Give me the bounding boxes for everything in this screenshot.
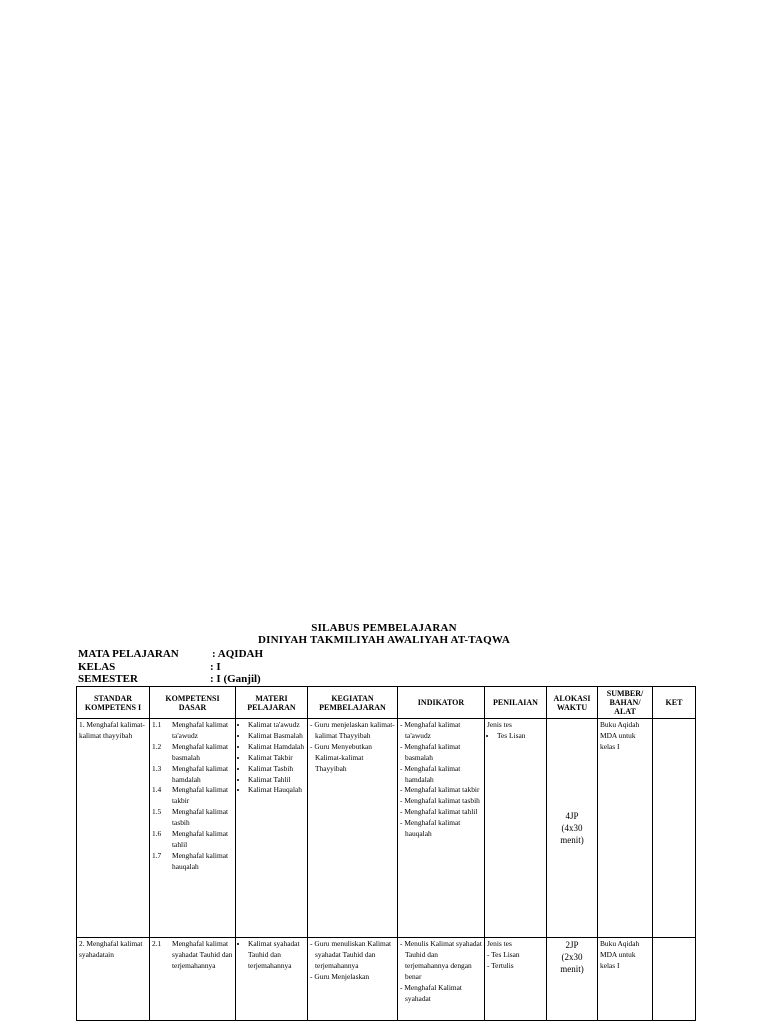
cell-kompetensi-dasar (150, 719, 236, 938)
table-row (77, 719, 696, 938)
meta-value: : I (210, 661, 221, 673)
sumber-text: Buku Aqidah MDA untuk kelas I (600, 720, 640, 751)
materi-item: • Kalimat syahadat Tauhid dan terjemahannya (248, 939, 305, 972)
meta-kelas (78, 661, 221, 673)
header-sumber-bahan-alat: SUMBER/ BAHAN/ ALAT (598, 687, 653, 719)
alokasi-jp: 4JP (565, 811, 579, 821)
header-indikator: INDIKATOR (398, 687, 485, 719)
kd-number: 1.5 (152, 807, 162, 817)
indikator-item: - Menghafal kalimat hauqalah (400, 818, 482, 840)
kd-item (152, 807, 233, 829)
header-kompetensi-dasar: KOMPETENSI DASAR (150, 687, 236, 719)
indikator-item: - Menghafal kalimat takbir (400, 785, 482, 796)
kd-text: Menghafal kalimat syahadat Tauhid dan terjemahannya (172, 939, 233, 970)
kd-number: 1.7 (152, 850, 162, 860)
kd-item (152, 851, 233, 873)
materi-item: • Kalimat Basmalah (248, 731, 305, 742)
document-title: SILABUS PEMBELAJARAN (311, 622, 457, 634)
table-header-row (77, 687, 696, 719)
kd-text: Menghafal kalimat tahlil (172, 829, 229, 849)
materi-item: • Kalimat Hauqalah (248, 785, 305, 796)
cell-alokasi-waktu (547, 938, 598, 1021)
indikator-item: - Menghafal kalimat basmalah (400, 742, 482, 764)
cell-indikator (398, 938, 485, 1021)
kd-text: Menghafal kalimat basmalah (172, 741, 229, 762)
penilaian-title: Jenis tes (487, 939, 512, 948)
sk-text: 2. Menghafal kalimat syahadatain (79, 939, 143, 959)
kd-number: 2.1 (152, 939, 162, 948)
cell-kegiatan-pembelajaran (308, 719, 398, 938)
indikator-item: - Menghafal kalimat tahlil (400, 807, 482, 818)
header-kegiatan-pembelajaran: KEGIATAN PEMBELAJARAN (308, 687, 398, 719)
cell-ket (653, 719, 696, 938)
alokasi-menit: (2x30 menit) (560, 952, 584, 974)
kd-text: Menghafal kalimat tasbih (172, 807, 229, 828)
kegiatan-item: - Guru Menjelaskan (310, 972, 395, 983)
alokasi-menit: (4x30 menit) (560, 823, 584, 845)
materi-item: • Kalimat Tasbih (248, 764, 305, 775)
kd-text: Menghafal kalimat takbir (172, 785, 229, 806)
meta-semester (78, 673, 261, 685)
header-materi-pelajaran: MATERI PELAJARAN (236, 687, 308, 719)
kd-number: 1.3 (152, 763, 162, 773)
meta-label: SEMESTER (78, 673, 138, 685)
kd-item (152, 785, 233, 807)
materi-item: • Kalimat Hamdalah (248, 742, 305, 753)
penilaian-item: • Tes Lisan (497, 731, 544, 742)
cell-penilaian (485, 938, 547, 1021)
kegiatan-item: - Guru Menyebutkan Kalimat-kalimat Thayyibah (310, 742, 395, 775)
cell-materi-pelajaran (236, 938, 308, 1021)
penilaian-item: - Tertulis (487, 961, 544, 972)
header-penilaian: PENILAIAN (485, 687, 547, 719)
kd-text: Menghafal kalimat hauqalah (172, 850, 229, 871)
materi-item: • Kalimat Takbir (248, 753, 305, 764)
cell-standar-kompetensi (77, 938, 150, 1021)
cell-kegiatan-pembelajaran (308, 938, 398, 1021)
sk-text: 1. Menghafal kalimat-kalimat thayyibah (79, 720, 145, 740)
alokasi-jp: 2JP (565, 940, 579, 950)
syllabus-table (76, 686, 696, 1021)
kd-item (152, 829, 233, 851)
meta-label: MATA PELAJARAN (78, 648, 179, 660)
header-ket: KET (653, 687, 696, 719)
indikator-item: - Menulis Kalimat syahadat Tauhid dan terjemahannya dengan benar (400, 939, 482, 983)
cell-indikator (398, 719, 485, 938)
kd-text: Menghafal kalimat hamdalah (172, 763, 229, 784)
cell-sumber (598, 938, 653, 1021)
penilaian-item: - Tes Lisan (487, 950, 544, 961)
kd-number: 1.6 (152, 829, 162, 839)
indikator-item: - Menghafal Kalimat syahadat (400, 983, 482, 1005)
penilaian-title: Jenis tes (487, 720, 512, 729)
cell-alokasi-waktu (547, 719, 598, 938)
cell-standar-kompetensi (77, 719, 150, 938)
cell-sumber (598, 719, 653, 938)
kd-item (152, 764, 233, 786)
table-row (77, 938, 696, 1021)
meta-label: KELAS (78, 661, 116, 673)
cell-ket (653, 938, 696, 1021)
meta-value: : I (Ganjil) (210, 673, 261, 685)
kd-text: Menghafal kalimat ta'awudz (172, 720, 229, 740)
indikator-item: - Menghafal kalimat tasbih (400, 796, 482, 807)
kd-item (152, 742, 233, 764)
materi-item: • Kalimat Tahlil (248, 775, 305, 786)
cell-penilaian (485, 719, 547, 938)
cell-kompetensi-dasar (150, 938, 236, 1021)
kd-number: 1.1 (152, 720, 162, 729)
kd-number: 1.4 (152, 785, 162, 795)
materi-item: • Kalimat ta'awudz (248, 720, 305, 731)
cell-materi-pelajaran (236, 719, 308, 938)
sumber-text: Buku Aqidah MDA untuk kelas I (600, 939, 640, 970)
kegiatan-item: - Guru menuliskan Kalimat syahadat Tauhid dan terjemahannya (310, 939, 395, 972)
kegiatan-item: - Guru menjelaskan kalimat-kalimat Thayyibah (310, 720, 395, 742)
meta-mata-pelajaran (78, 648, 264, 660)
document-subtitle: DINIYAH TAKMILIYAH AWALIYAH AT-TAQWA (257, 634, 511, 646)
kd-item (152, 720, 233, 742)
indikator-item: - Menghafal kalimat ta'awudz (400, 720, 482, 742)
meta-value: : AQIDAH (212, 648, 264, 660)
header-standar-kompetensi: STANDAR KOMPETENS I (77, 687, 150, 719)
indikator-item: - Menghafal kalimat hamdalah (400, 764, 482, 786)
kd-number: 1.2 (152, 741, 162, 751)
kd-item (152, 939, 233, 972)
header-alokasi-waktu: ALOKASI WAKTU (547, 687, 598, 719)
